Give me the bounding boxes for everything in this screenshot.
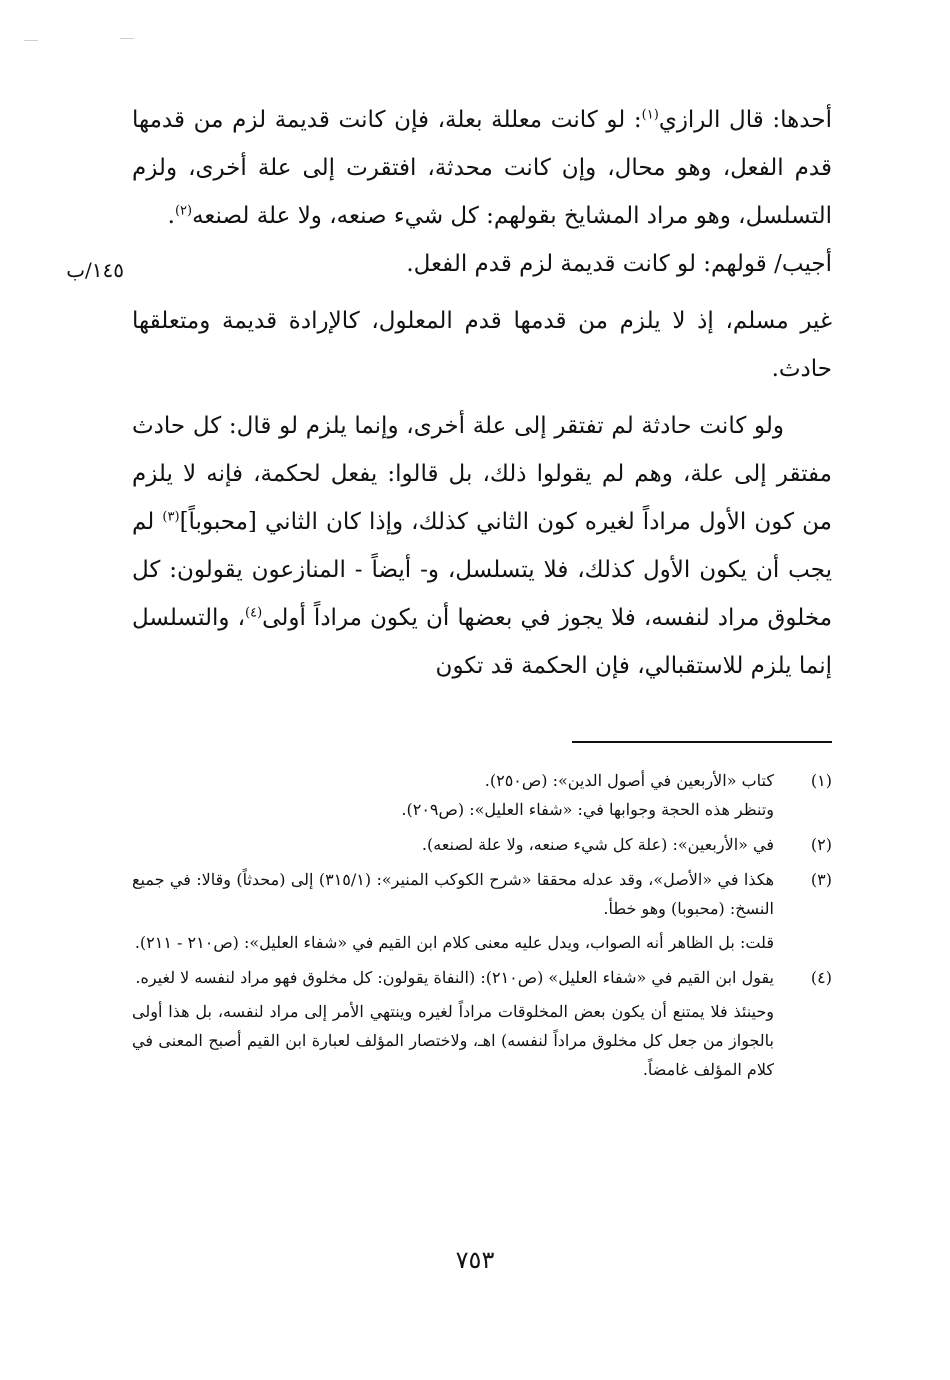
footnote-text: في «الأربعين»: (علة كل شيء صنعه، ولا علة لصنعه). <box>421 835 774 854</box>
paragraph <box>132 96 832 240</box>
footnote <box>132 865 832 957</box>
text-run: ولو كانت حادثة لم تفتقر إلى علة أخرى، وإنما يلزم لو قال: كل حادث مفتقر إلى علة، وهم لم يقولوا ذلك، بل قالوا: يفعل لحكمة، فإنه لا يلزم من كون الأول مراداً لغيره كون الثاني كذلك، وإذا كان الثاني [محبوباً] <box>132 413 832 535</box>
text-run: لم يجب أن يكون الأول كذلك، فلا يتسلسل، و- أيضاً - المنازعون يقولون: كل مخلوق مراد لنفسه، فلا يجوز في بعضها أن يكون مراداً أولى <box>132 509 833 631</box>
main-text <box>132 96 832 690</box>
footnote-text: وتنظر هذه الحجة وجوابها في: «شفاء العليل»: (ص٢٠٩). <box>401 800 774 819</box>
footnote-text: وحينئذ فلا يمتنع أن يكون بعض المخلوقات مراداً لغيره وينتهي الأمر إلى مراد لنفسه، بل هذا أولى بالجواز من جعل كل مخلوق مراداً لنفسه) اهـ، ولاختصار المؤلف لعبارة ابن القيم أصبح المعنى في كلام المؤلف غامضاً. <box>132 1002 775 1079</box>
footnote-text: كتاب «الأربعين في أصول الدين»: (ص٢٥٠). <box>484 771 774 790</box>
manuscript-folio-note: ١٤٥/ب <box>66 258 124 282</box>
footnote-number: (٣) <box>810 870 832 889</box>
paragraph: أجيب/ قولهم: لو كانت قديمة لزم قدم الفعل. <box>406 251 832 277</box>
footnote-number: (٢) <box>810 835 832 854</box>
footnote-ref: (٣) <box>162 509 180 525</box>
footnotes <box>132 766 832 1084</box>
footnote-number: (٤) <box>810 968 832 987</box>
paragraph: غير مسلم، إذ لا يلزم من قدمها قدم المعلول، كالإرادة قديمة ومتعلقها حادث. <box>132 308 832 382</box>
footnote-text: يقول ابن القيم في «شفاء العليل» (ص٢١٠): (النفاة يقولون: كل مخلوق فهو مراد لنفسه لا لغيره. <box>135 968 774 987</box>
footnote-ref: (٤) <box>245 605 263 621</box>
footnote-text: قلت: بل الظاهر أنه الصواب، ويدل عليه معنى كلام ابن القيم في «شفاء العليل»: (ص٢١٠ - ٢١١). <box>134 933 774 952</box>
footnote-divider <box>572 741 832 743</box>
footnote-ref: (١) <box>641 107 659 123</box>
footnote <box>132 963 832 1084</box>
footnote-ref: (٢) <box>174 203 193 219</box>
page-number: ٧٥٣ <box>455 1246 495 1274</box>
text-run: : لو كانت معللة بعلة، فإن كانت قديمة لزم من قدمها قدم الفعل، وهو محال، وإن كانت محدثة، افتقرت إلى علة أخرى، ولزم التسلسل، وهو مراد المشايخ بقولهم: كل شيء صنعه، ولا علة لصنعه <box>132 107 832 229</box>
footnote-text: هكذا في «الأصل»، وقد عدله محققا «شرح الكوكب المنير»: (٣١٥/١) إلى (محدثاً) وقالا: في جميع النسخ: (محبوبا) وهو خطأ. <box>132 870 775 918</box>
text-run: . <box>167 203 175 229</box>
scan-mark <box>24 40 38 41</box>
footnote-number: (١) <box>810 771 832 790</box>
text-run: أحدها: قال الرازي <box>658 107 832 133</box>
text-run: ، والتسلسل إنما يلزم للاستقبالي، فإن الحكمة قد تكون <box>132 605 832 679</box>
scan-mark <box>120 38 134 39</box>
footnote <box>132 766 832 824</box>
footnote <box>132 830 832 859</box>
paragraph <box>132 402 832 690</box>
